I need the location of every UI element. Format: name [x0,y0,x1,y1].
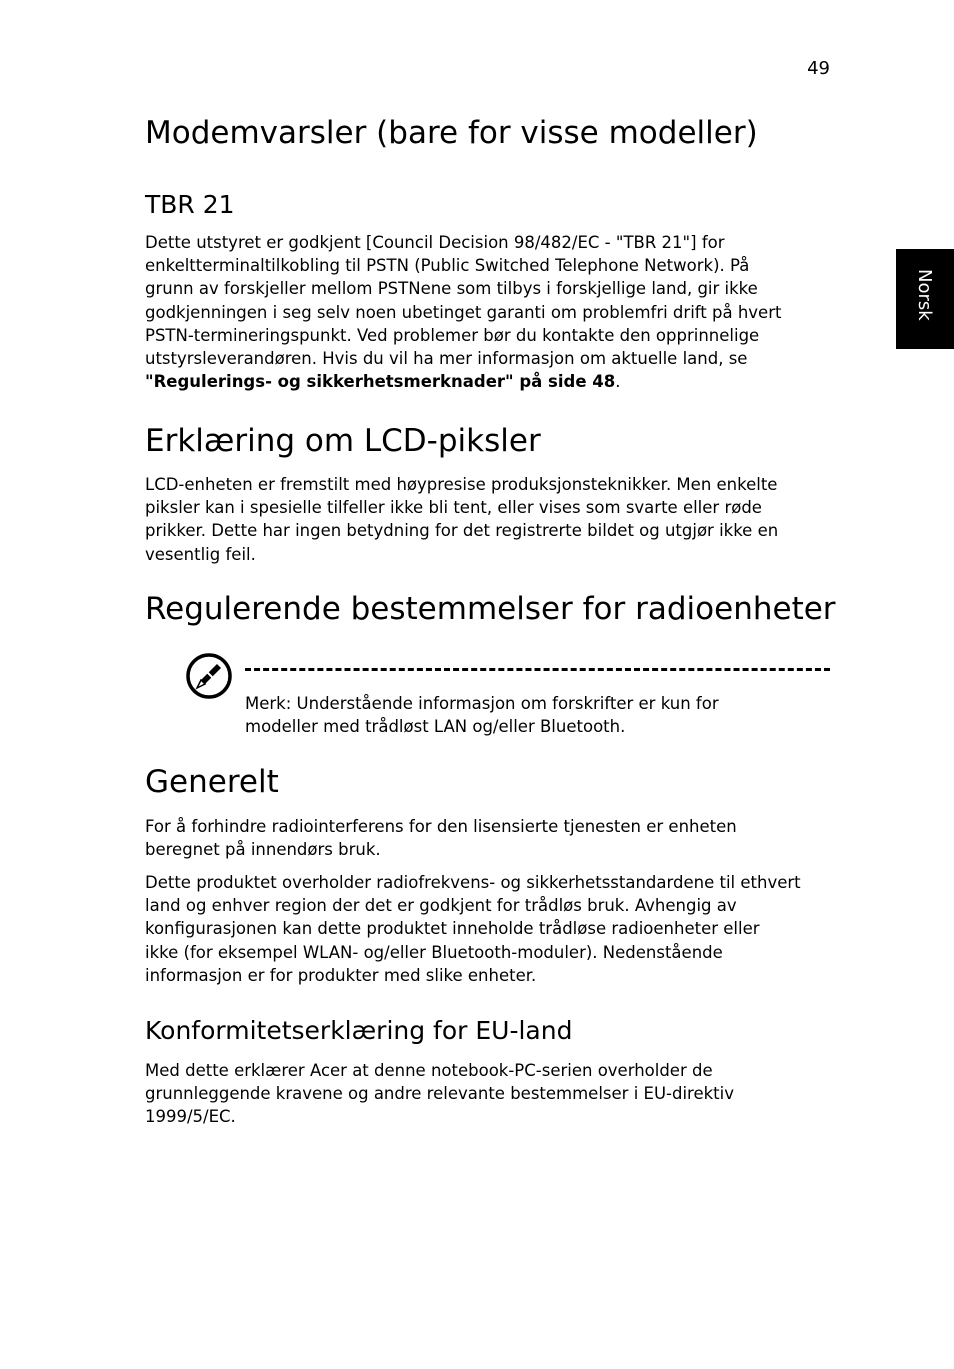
language-side-tab [896,249,954,349]
note-label: Merk: [245,694,292,713]
link-suffix: . [615,372,621,392]
heading-general: Generelt [145,764,279,800]
tbr21-line: utstyrsleverandøren. Hvis du vil ha mer informasjon om aktuelle land, se [145,349,748,369]
general-line: Dette produktet overholder radiofrekvens- og sikkerhetsstandardene til ethvert [145,873,801,892]
paragraph-eu [145,1059,835,1129]
tbr21-line: Dette utstyret er godkjent [Council Decision 98/482/EC - "TBR 21"] for [145,233,725,252]
eu-line: Med dette erklærer Acer at denne notebook-PC-serien overholder de [145,1061,713,1080]
general-line: beregnet på innendørs bruk. [145,840,381,860]
heading-radio: Regulerende bestemmelser for radioenheter [145,591,836,627]
side-tab-label: Norsk [914,269,935,321]
heading-modem: Modemvarsler (bare for visse modeller) [145,115,758,151]
general-line: ikke (for eksempel WLAN- og/eller Bluetooth-moduler). Nedenstående [145,942,723,962]
cross-reference-link[interactable]: "Regulerings- og sikkerhetsmerknader" på side 48 [145,372,616,392]
paragraph-tbr21 [145,231,835,393]
subheading-tbr21: TBR 21 [145,190,235,219]
eu-line: 1999/5/EC. [145,1107,236,1127]
note-line: modeller med trådløst LAN og/eller Bluetooth. [245,717,626,737]
note-dashed-rule [245,668,830,671]
note-line: Understående informasjon om forskrifter er kun for [291,694,719,713]
tbr21-line: godkjenningen i seg selv noen ubetinget garanti om problemfri drift på hvert [145,302,782,322]
paragraph-general-1 [145,815,835,861]
general-line: land og enhver region der det er godkjent for trådløs bruk. Avhengig av [145,896,737,916]
note-pencil-icon [185,652,233,700]
page-number: 49 [807,58,830,79]
general-line: For å forhindre radiointerferens for den lisensierte tjenesten er enheten [145,817,737,836]
heading-lcd: Erklæring om LCD-piksler [145,423,541,459]
eu-line: grunnleggende kravene og andre relevante bestemmelser i EU-direktiv [145,1084,734,1104]
lcd-line: piksler kan i spesielle tilfeller ikke bli tent, eller vises som svarte eller røde [145,498,762,518]
lcd-line: LCD-enheten er fremstilt med høypresise produksjonsteknikker. Men enkelte [145,475,778,494]
tbr21-line: PSTN-termineringspunkt. Ved problemer bør du kontakte den opprinnelige [145,325,760,345]
note-block [185,648,835,743]
lcd-line: prikker. Dette har ingen betydning for det registrerte bildet og utgjør ikke en [145,521,779,541]
tbr21-line: grunn av forskjeller mellom PSTNene som tilbys i forskjellige land, gir ikke [145,279,758,299]
general-line: informasjon er for produkter med slike enheter. [145,965,537,985]
paragraph-general-2 [145,871,835,987]
tbr21-line: enkeltterminaltilkobling til PSTN (Public Switched Telephone Network). På [145,256,750,276]
general-line: konfigurasjonen kan dette produktet inneholde trådløse radioenheter eller [145,919,760,939]
heading-eu-conformity: Konformitetserklæring for EU-land [145,1016,573,1045]
paragraph-lcd [145,473,835,566]
note-text [245,692,719,738]
lcd-line: vesentlig feil. [145,544,256,564]
